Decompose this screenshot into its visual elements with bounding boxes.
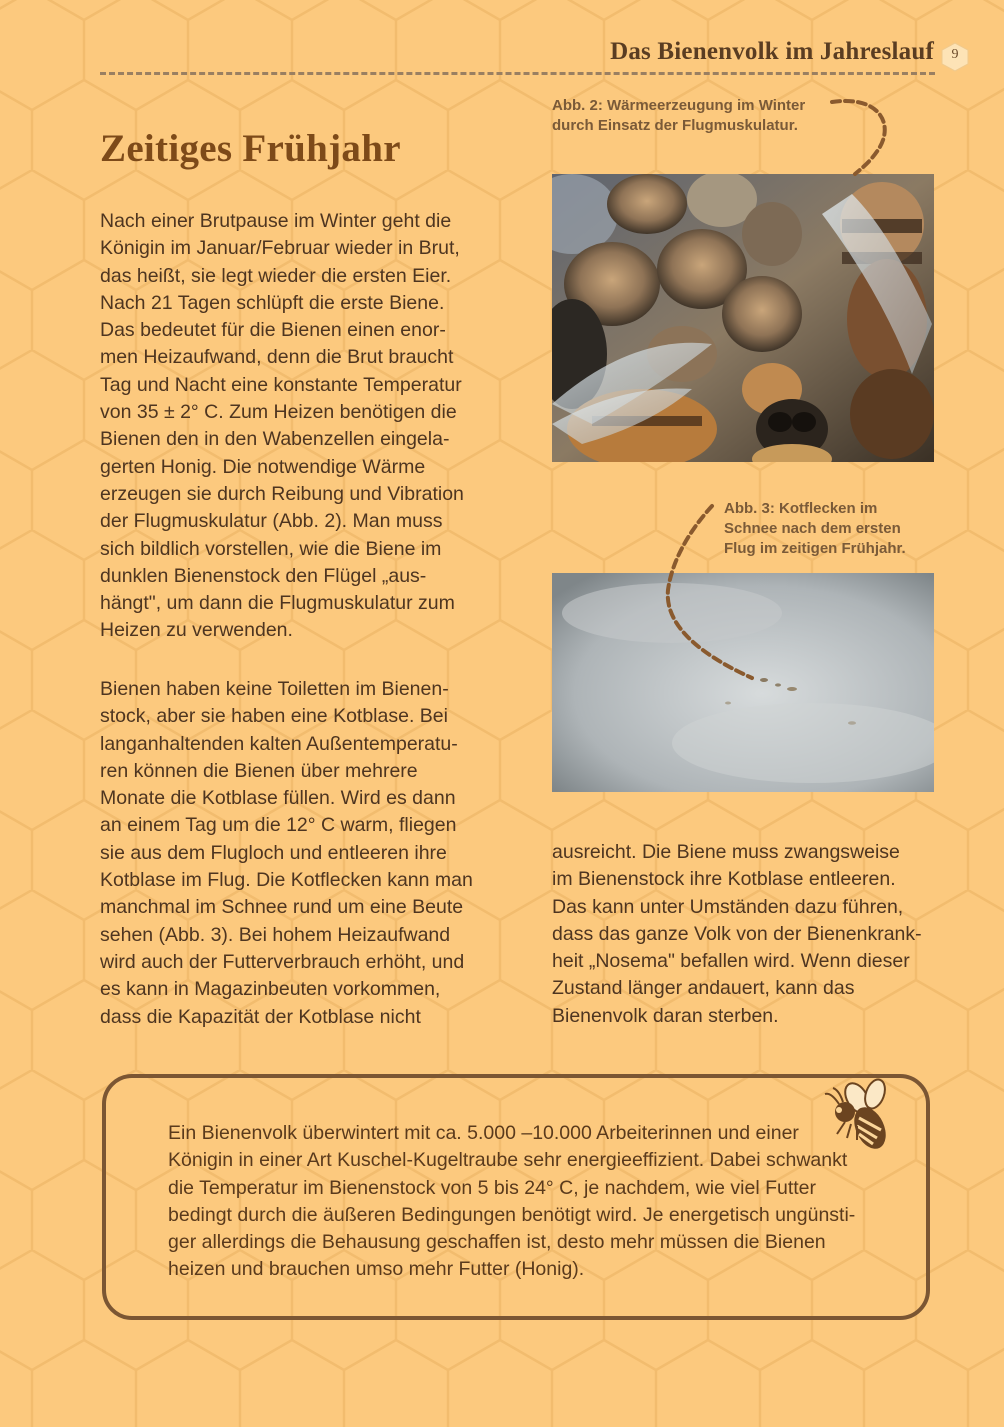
body-paragraph: ausreicht. Die Biene muss zwangsweise im Bienenstock ihre Kotblase entleeren. Das kann unter Umständen dazu führen, dass das ganze Volk von der Bienenkrank- heit „Nosema" befallen wird. Wenn dieser Zustand länger andauert, kann das Bienenvolk daran sterben. [552,841,922,1027]
section-title: Zeitiges Frühjahr [100,127,401,170]
running-title: Das Bienenvolk im Jahreslauf [610,38,934,65]
page-number: 9 [951,47,959,62]
body-paragraph: Bienen haben keine Toiletten im Bienen- stock, aber sie haben eine Kotblase. Bei langanhaltenden kalten Außentemperatu- ren können die Bienen über mehrere Monate die Kotblase füllen. Wird es dann an einem Tag um die 12° C warm, fliegen sie aus dem Flugloch und entleeren ihre Kotblase im Flug. Die Kotflecken kann man manchmal im Schnee rund um eine Beute sehen (Abb. 3). Bei hohem Heizaufwand wird auch der Futterverbrauch erhöht, und es kann in Magazinbeuten vorkommen, dass die Kapazität der Kotblase nicht [100,678,473,1028]
bees-on-comb-photo [552,174,934,462]
figure-caption: Abb. 3: Kotflecken im Schnee nach dem ersten Flug im zeitigen Frühjahr. [724,500,906,557]
bee-icon [815,1078,895,1160]
header-divider [100,72,935,75]
body-paragraph: Nach einer Brutpause im Winter geht die Königin im Januar/Februar wieder in Brut, das heißt, sie legt wieder die ersten Eier. Nach 21 Tagen schlüpft die erste Biene. Das bedeutet für die Bienen einen enor- men Heizaufwand, denn die Brut braucht Tag und Nacht eine konstante Temperatur von 35 ± 2° C. Zum Heizen benötigen die Bienen den in den Wabenzellen eingela- gerten Honig. Die notwendige Wärme erzeugen sie durch Reibung und Vibration der Flugmuskulatur (Abb. 2). Man muss sich bildlich vorstellen, wie die Biene im dunklen Bienenstock den Flügel „aus- hängt", um dann die Flugmuskulatur zum Heizen zu verwenden. [100,210,464,642]
info-box-text: Ein Bienenvolk überwintert mit ca. 5.000 –10.000 Arbeiterinnen und einer Königin in einer Art Kuschel-Kugeltraube sehr energieeffizient. Dabei schwankt die Temperatur im Bienenstock von 5 bis 24° C, je nachdem, wie viel Futter bedingt durch die äußeren Bedingungen benötigt wird. Je energetisch ungünsti- ger allerdings die Behausung geschaffen ist, desto mehr müssen die Bienen heizen und brauchen umso mehr Futter (Honig). [168,1122,856,1281]
figure-caption: Abb. 2: Wärmeerzeugung im Winter durch Einsatz der Flugmuskulatur. [552,97,806,134]
snow-droppings-photo [552,573,934,792]
